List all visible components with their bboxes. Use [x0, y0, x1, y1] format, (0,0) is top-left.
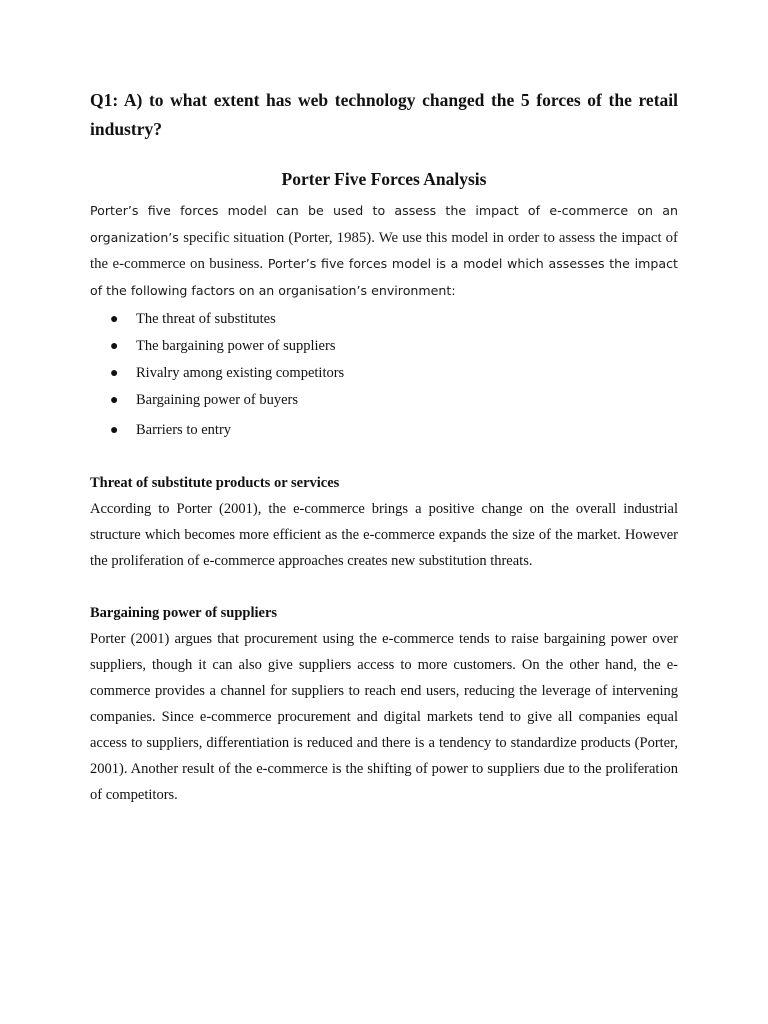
list-item — [90, 306, 678, 333]
bullet-icon: ● — [110, 393, 119, 408]
section-body-substitutes: According to Porter (2001), the e-commerce brings a positive change on the overall industrial structure which becomes more efficient as the e-commerce expands the size of the market. However the proliferation of e-commerce approaches creates new substitution threats. — [90, 501, 678, 569]
list-item-text: The threat of substitutes — [136, 311, 276, 327]
bullet-icon: ● — [110, 312, 119, 327]
list-item-text: Bargaining power of buyers — [136, 392, 299, 408]
list-item — [90, 333, 678, 360]
section-title: Porter Five Forces Analysis — [281, 169, 487, 189]
list-item — [90, 387, 678, 414]
list-item-text: The bargaining power of suppliers — [136, 338, 336, 354]
section-body-suppliers: Porter (2001) argues that procurement using the e-commerce tends to raise bargaining power over suppliers, though it can also give suppliers access to more customers. On the other hand, the e-commerce provides a channel for suppliers to reach end users, reducing the leverage of intervening companies. Since e-commerce procurement and digital markets tend to give all companies equal access to suppliers, differentiation is reduced and there is a tendency to standardize products (Porter, 2001). Another result of the e-commerce is the shifting of power to suppliers due to the proliferation of competitors. — [90, 631, 678, 803]
intro-paragraph — [90, 198, 678, 304]
list-item-text: Rivalry among existing competitors — [136, 365, 345, 381]
intro-part-3: Porter’s five forces model is a model which assesses the impact of the following factors on an organisation’s environment: — [90, 256, 678, 298]
bullet-icon: ● — [110, 339, 119, 354]
section-heading-substitutes: Threat of substitute products or services — [90, 475, 340, 491]
section-heading-suppliers: Bargaining power of suppliers — [90, 605, 278, 621]
bullet-icon: ● — [110, 366, 119, 381]
bullet-icon: ● — [110, 423, 119, 438]
question-heading: Q1: A) to what extent has web technology changed the 5 forces of the retail industry? — [90, 90, 678, 139]
list-item — [90, 360, 678, 387]
forces-list — [90, 306, 678, 444]
list-item-text: Barriers to entry — [136, 422, 232, 438]
list-item — [90, 417, 678, 444]
intro-part-2: specific situation (Porter, 1985). We use this model in order to assess the impact of the e-commerce on business. — [90, 229, 678, 272]
intro-part-1: Porter’s five forces model can be used to assess the impact of e-commerce on an organization’s — [90, 203, 678, 245]
